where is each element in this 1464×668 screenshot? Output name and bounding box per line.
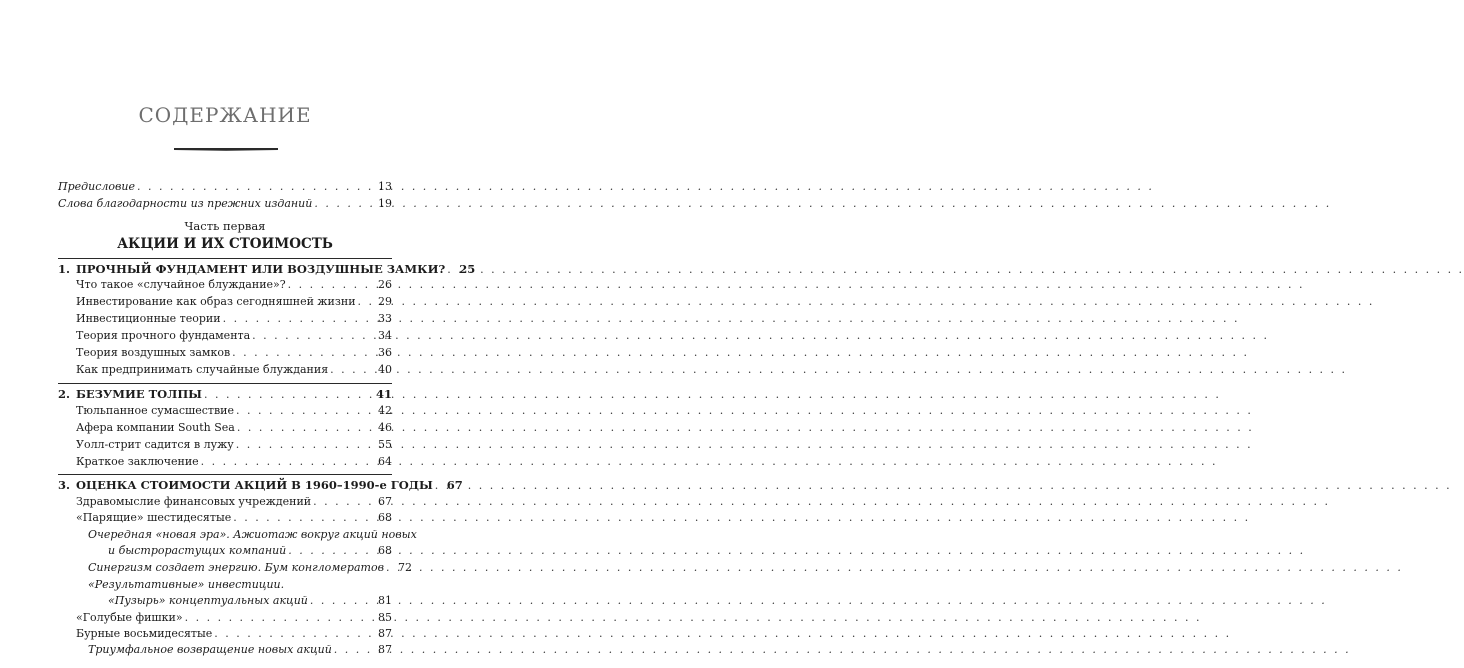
page-title: СОДЕРЖАНИЕ xyxy=(138,103,312,127)
toc-entry-text: Очередная «новая эра». Ажиотаж вокруг акций новых xyxy=(88,528,417,541)
toc-section[interactable] xyxy=(58,346,392,363)
dot-leader xyxy=(310,594,376,607)
chapter-number: 3. xyxy=(58,478,71,492)
toc-entry-text: и быстрорастущих компаний xyxy=(108,544,287,557)
dot-leader xyxy=(288,544,376,557)
toc-page-number: 87 xyxy=(378,643,392,656)
dot-leader xyxy=(386,561,396,574)
toc-page-number: 29 xyxy=(378,295,392,308)
toc-page-number: 85 xyxy=(378,611,392,624)
toc-entry-text: «Пузырь» концептуальных акций xyxy=(108,594,308,607)
toc-section[interactable] xyxy=(58,495,392,512)
dot-leader xyxy=(358,295,376,308)
dot-leader xyxy=(233,511,376,524)
dot-leader xyxy=(447,263,457,276)
toc-subsection[interactable] xyxy=(58,561,412,578)
dot-leader xyxy=(201,455,376,468)
chapter-title: БЕЗУМИЕ ТОЛПЫ xyxy=(76,387,203,401)
toc-entry-text: «Голубые фишки» xyxy=(76,611,183,624)
dot-leader xyxy=(314,197,376,210)
toc-subsection[interactable] xyxy=(58,594,392,611)
toc-page-number: 68 xyxy=(378,544,392,557)
toc-entry-text: Инвестирование как образ сегодняшней жизни xyxy=(76,295,356,308)
toc-page-number: 64 xyxy=(378,455,392,468)
toc-page-number: 81 xyxy=(378,594,392,607)
dot-leader xyxy=(214,627,376,640)
toc-page-number: 25 xyxy=(459,262,476,276)
toc-entry-text: Теория воздушных замков xyxy=(76,346,231,359)
dot-leader xyxy=(232,346,376,359)
toc-page-number: 68 xyxy=(378,511,392,524)
chapter-number: 2. xyxy=(58,387,71,401)
toc-section[interactable] xyxy=(58,329,392,346)
toc-subsection-line[interactable] xyxy=(58,578,392,595)
dot-leader xyxy=(236,404,376,417)
chapter-divider xyxy=(58,383,392,384)
toc-section[interactable] xyxy=(58,438,392,455)
toc-entry-text: Тюльпанное сумасшествие xyxy=(76,404,234,417)
toc-chapter-2[interactable] xyxy=(58,387,392,404)
toc-entry-text: Бурные восьмидесятые xyxy=(76,627,213,640)
toc-section[interactable] xyxy=(58,421,392,438)
toc-section[interactable] xyxy=(58,278,392,295)
title-divider xyxy=(174,148,278,150)
toc-entry-text: Слова благодарности из прежних изданий xyxy=(58,197,313,210)
toc-subsection-line[interactable] xyxy=(58,528,417,545)
toc-entry-text: Как предпринимать случайные блуждания xyxy=(76,363,329,376)
toc-page-number: 42 xyxy=(378,404,392,417)
dot-leader xyxy=(334,643,376,656)
toc-section[interactable] xyxy=(58,511,392,528)
toc-entry-acknowledgements[interactable] xyxy=(58,197,392,214)
toc-page-number: 36 xyxy=(378,346,392,359)
toc-page-number: 13 xyxy=(378,180,392,193)
toc-entry-text: Инвестиционные теории xyxy=(76,312,221,325)
toc-page-number: 33 xyxy=(378,312,392,325)
chapter-divider xyxy=(58,258,392,259)
toc-page-number: 72 xyxy=(397,561,412,574)
toc-page-number: 46 xyxy=(378,421,392,434)
toc-section[interactable] xyxy=(58,312,392,329)
toc-section[interactable] xyxy=(58,404,392,421)
toc-entry-text: Уолл-стрит садится в лужу xyxy=(76,438,234,451)
dot-leader xyxy=(330,363,376,376)
dot-leader xyxy=(137,180,376,193)
chapter-title: ОЦЕНКА СТОИМОСТИ АКЦИЙ В 1960–1990-е ГОДЫ xyxy=(76,478,433,492)
toc-page-number: 87 xyxy=(378,627,392,640)
toc-section[interactable] xyxy=(58,363,392,380)
dot-leader xyxy=(236,438,376,451)
toc-subsection[interactable] xyxy=(58,544,392,561)
dot-leader xyxy=(185,611,376,624)
part-label: Часть первая xyxy=(184,219,266,233)
dot-leader xyxy=(237,421,376,434)
toc-chapter-1[interactable] xyxy=(58,262,476,279)
chapter-number: 1. xyxy=(58,262,71,276)
dot-leader xyxy=(204,388,374,401)
toc-subsection[interactable] xyxy=(58,643,392,660)
toc-entry-text: Здравомыслие финансовых учреждений xyxy=(76,495,312,508)
toc-chapter-3[interactable] xyxy=(58,478,463,495)
toc-page-number: 67 xyxy=(446,478,463,492)
toc-section[interactable] xyxy=(58,627,392,644)
dot-leader xyxy=(252,329,376,342)
toc-page-number: 40 xyxy=(378,363,392,376)
dot-leader xyxy=(223,312,376,325)
toc-page-number: 67 xyxy=(378,495,392,508)
toc-section[interactable] xyxy=(58,295,392,312)
chapter-divider xyxy=(58,474,392,475)
toc-page-number: 55 xyxy=(378,438,392,451)
toc-entry-text: Краткое заключение xyxy=(76,455,199,468)
toc-entry-preface[interactable] xyxy=(58,180,392,197)
toc-page-number: 19 xyxy=(378,197,392,210)
toc-section[interactable] xyxy=(58,455,392,472)
toc-page-number: 34 xyxy=(378,329,392,342)
dot-leader xyxy=(288,278,376,291)
dot-leader xyxy=(313,495,376,508)
dot-leader xyxy=(435,479,445,492)
part-title: АКЦИИ И ИХ СТОИМОСТЬ xyxy=(117,236,333,252)
toc-page-number: 26 xyxy=(378,278,392,291)
toc-page-number: 41 xyxy=(375,387,392,401)
chapter-title: ПРОЧНЫЙ ФУНДАМЕНТ ИЛИ ВОЗДУШНЫЕ ЗАМКИ? xyxy=(76,262,446,276)
toc-section[interactable] xyxy=(58,611,392,628)
toc-entry-text: «Парящие» шестидесятые xyxy=(76,511,232,524)
toc-entry-text: Предисловие xyxy=(58,180,135,193)
toc-entry-text: «Результативные» инвестиции. xyxy=(88,578,285,591)
toc-entry-text: Синергизм создает энергию. Бум конгломератов xyxy=(88,561,384,574)
toc-entry-text: Что такое «случайное блуждание»? xyxy=(76,278,286,291)
toc-entry-text: Афера компании South Sea xyxy=(76,421,235,434)
toc-entry-text: Теория прочного фундамента xyxy=(76,329,251,342)
toc-entry-text: Триумфальное возвращение новых акций xyxy=(88,643,332,656)
